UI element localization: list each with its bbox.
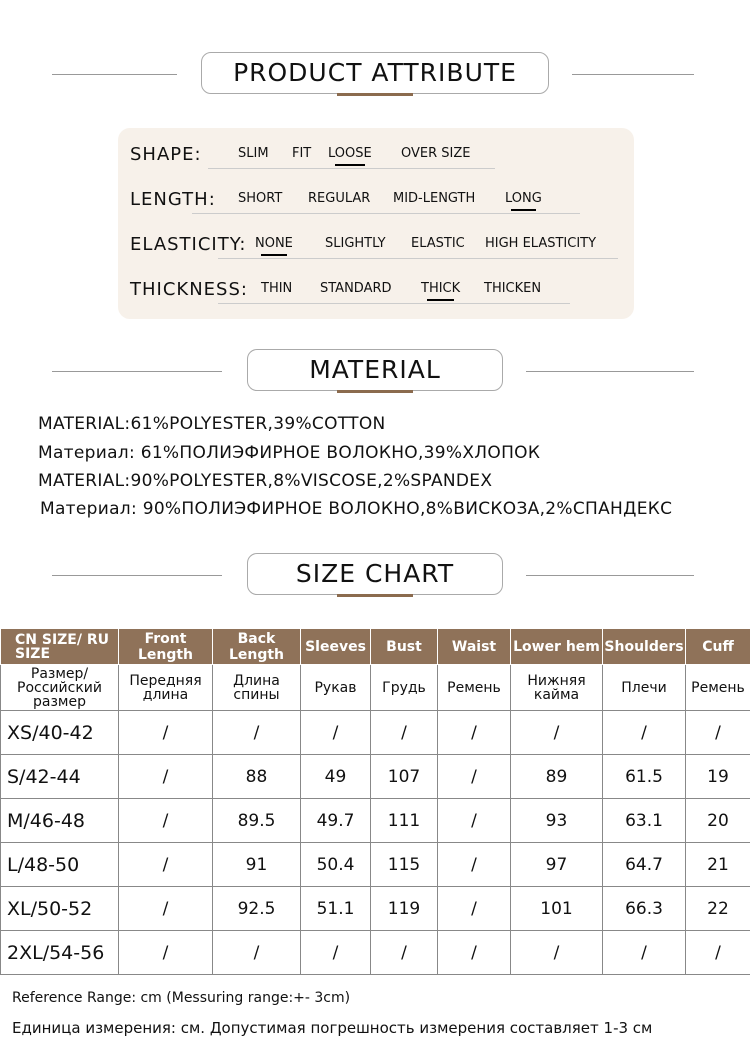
attribute-option: FIT <box>292 146 312 161</box>
table-cell: 20 <box>686 799 750 843</box>
attribute-option: SLIGHTLY <box>325 236 386 251</box>
attribute-option: LONG <box>505 191 542 206</box>
table-cell: / <box>371 711 438 755</box>
table-row <box>1 799 750 843</box>
attribute-row <box>130 183 630 213</box>
table-cell: / <box>686 711 750 755</box>
table-cell: 49.7 <box>301 799 371 843</box>
table-cell: 63.1 <box>603 799 686 843</box>
size-chart-table <box>0 628 750 975</box>
table-cell: 119 <box>371 887 438 931</box>
table-cell: XS/40-42 <box>1 711 119 755</box>
table-cell: / <box>438 843 511 887</box>
attribute-option: THICKEN <box>484 281 542 296</box>
table-cell: / <box>371 931 438 975</box>
table-cell: Shoulders <box>603 629 686 665</box>
table-cell: / <box>301 931 371 975</box>
table-cell: 111 <box>371 799 438 843</box>
table-cell: 49 <box>301 755 371 799</box>
table-cell: / <box>603 931 686 975</box>
table-cell: 61.5 <box>603 755 686 799</box>
reference-range-note: Reference Range: cm (Messuring range:+- 3cm) <box>12 990 351 1006</box>
table-cell: / <box>438 931 511 975</box>
table-cell: Длина спины <box>213 665 301 711</box>
attribute-label: LENGTH: <box>130 189 216 210</box>
table-cell: Back Length <box>213 629 301 665</box>
table-cell: S/42-44 <box>1 755 119 799</box>
table-cell: 89.5 <box>213 799 301 843</box>
table-cell: / <box>119 931 213 975</box>
table-row <box>1 931 750 975</box>
attribute-row <box>130 138 630 168</box>
table-cell: 50.4 <box>301 843 371 887</box>
table-cell: / <box>119 799 213 843</box>
table-cell: CN SIZE/ RU SIZE <box>1 629 119 665</box>
table-row <box>1 665 750 711</box>
table-cell: / <box>438 887 511 931</box>
table-cell: / <box>603 711 686 755</box>
table-cell: 107 <box>371 755 438 799</box>
attribute-option: LOOSE <box>328 146 372 161</box>
table-cell: Плечи <box>603 665 686 711</box>
table-cell: Нижняя кайма <box>511 665 603 711</box>
table-cell: 22 <box>686 887 750 931</box>
table-cell: Front Length <box>119 629 213 665</box>
table-cell: / <box>438 799 511 843</box>
material-line: MATERIAL:61%POLYESTER,39%COTTON <box>38 414 386 434</box>
attribute-option: THIN <box>261 281 293 296</box>
table-cell: 89 <box>511 755 603 799</box>
table-cell: 88 <box>213 755 301 799</box>
reference-range-note-ru: Единица измерения: см. Допустимая погрешность измерения составляет 1-3 см <box>12 1019 653 1037</box>
table-cell: / <box>119 843 213 887</box>
attribute-option: SLIM <box>238 146 269 161</box>
attribute-option: NONE <box>255 236 293 251</box>
table-cell: / <box>301 711 371 755</box>
attribute-option: THICK <box>421 281 461 296</box>
attribute-label: SHAPE: <box>130 144 202 165</box>
table-cell: 92.5 <box>213 887 301 931</box>
table-row <box>1 629 750 665</box>
attribute-option: REGULAR <box>308 191 371 206</box>
table-cell: Размер/ Российский размер <box>1 665 119 711</box>
attribute-option: OVER SIZE <box>401 146 471 161</box>
table-cell: Ремень <box>686 665 750 711</box>
table-cell: 115 <box>371 843 438 887</box>
section-title: SIZE CHART <box>247 553 503 595</box>
attribute-label: ELASTICITY: <box>130 234 247 255</box>
section-header-attribute <box>0 52 750 102</box>
table-cell: 19 <box>686 755 750 799</box>
table-cell: 97 <box>511 843 603 887</box>
table-cell: 91 <box>213 843 301 887</box>
table-cell: 51.1 <box>301 887 371 931</box>
section-header-material <box>0 349 750 399</box>
table-cell: / <box>511 931 603 975</box>
table-cell: M/46-48 <box>1 799 119 843</box>
table-cell: Waist <box>438 629 511 665</box>
table-cell: / <box>511 711 603 755</box>
table-cell: L/48-50 <box>1 843 119 887</box>
table-cell: / <box>438 755 511 799</box>
table-cell: 64.7 <box>603 843 686 887</box>
table-cell: Lower hem <box>511 629 603 665</box>
table-cell: 101 <box>511 887 603 931</box>
table-cell: XL/50-52 <box>1 887 119 931</box>
table-cell: 2XL/54-56 <box>1 931 119 975</box>
table-row <box>1 711 750 755</box>
section-title: PRODUCT ATTRIBUTE <box>201 52 549 94</box>
table-cell: Bust <box>371 629 438 665</box>
table-cell: / <box>119 755 213 799</box>
table-cell: Передняя длина <box>119 665 213 711</box>
table-cell: / <box>119 887 213 931</box>
section-header-size-chart <box>0 553 750 603</box>
table-cell: / <box>119 711 213 755</box>
table-cell: Sleeves <box>301 629 371 665</box>
material-line: MATERIAL:90%POLYESTER,8%VISCOSE,2%SPANDEX <box>38 471 493 491</box>
material-line: Материал: 61%ПОЛИЭФИРНОЕ ВОЛОКНО,39%ХЛОПОК <box>38 443 541 463</box>
table-cell: 66.3 <box>603 887 686 931</box>
table-cell: Грудь <box>371 665 438 711</box>
table-row <box>1 887 750 931</box>
section-title: MATERIAL <box>247 349 503 391</box>
table-cell: 21 <box>686 843 750 887</box>
table-row <box>1 843 750 887</box>
table-cell: / <box>213 711 301 755</box>
attribute-row <box>130 273 630 303</box>
table-cell: / <box>686 931 750 975</box>
attribute-option: SHORT <box>238 191 283 206</box>
table-cell: Рукав <box>301 665 371 711</box>
table-row <box>1 755 750 799</box>
attribute-option: ELASTIC <box>411 236 465 251</box>
table-cell: / <box>213 931 301 975</box>
attribute-option: MID-LENGTH <box>393 191 476 206</box>
attribute-option: HIGH ELASTICITY <box>485 236 597 251</box>
attribute-panel <box>118 128 634 319</box>
attribute-label: THICKNESS: <box>130 279 248 300</box>
table-cell: Cuff <box>686 629 750 665</box>
table-cell: / <box>438 711 511 755</box>
table-cell: Ремень <box>438 665 511 711</box>
attribute-row <box>130 228 630 258</box>
attribute-option: STANDARD <box>320 281 392 296</box>
table-cell: 93 <box>511 799 603 843</box>
material-line: Материал: 90%ПОЛИЭФИРНОЕ ВОЛОКНО,8%ВИСКОЗА,2%СПАНДЕКС <box>40 499 673 519</box>
